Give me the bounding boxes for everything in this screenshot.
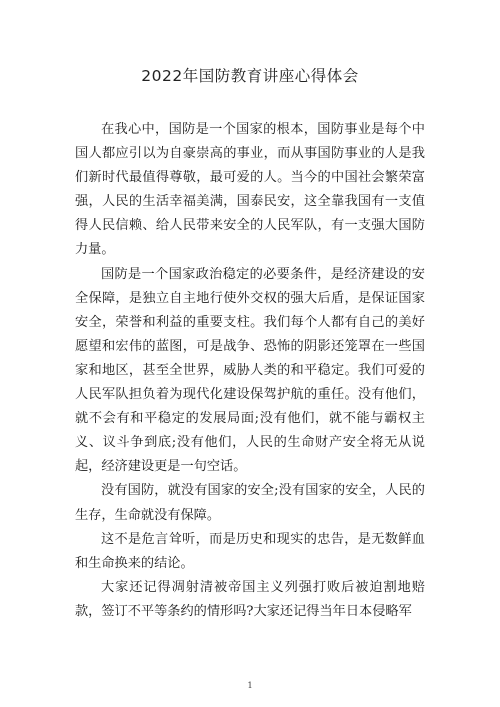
document-body [75,118,425,624]
paragraph-5: 大家还记得凋射清被帝国主义列强打败后被迫割地赔款，签订不平等条约的情形吗?大家还记得当年日本侵略军 [75,579,425,619]
paragraph-3: 没有国防，就没有国家的安全;没有国家的安全，人民的生存，生命就没有保障。 [75,483,425,523]
paragraph-1: 在我心中，国防是一个国家的根本，国防事业是每个中国人都应引以为自豪崇高的事业，而从事国防事业的人是我们新时代最值得尊敬，最可爱的人。当今的中国社会繁荣富强，人民的生活幸福美满，国泰民安，这全靠我国有一支值得人民信赖、给人民带来安全的人民军队，有一支强大国防力量。 [75,122,425,258]
paragraph-4: 这不是危言耸听，而是历史和现实的忠告，是无数鲜血和生命换来的结论。 [75,531,425,571]
page-number: 1 [247,681,253,690]
paragraph-2: 国防是一个国家政治稳定的必要条件，是经济建设的安全保障，是独立自主地行使外交权的强大后盾，是保证国家安全，荣誉和利益的重要支柱。我们每个人都有自己的美好愿望和宏伟的蓝图，可是战争、恐怖的阴影还笼罩在一些国家和地区，甚至全世界，威胁人类的和平稳定。我们可爱的人民军队担负着为现代化建设保驾护航的重任。没有他们，就不会有和平稳定的发展局面;没有他们，就不能与霸权主义、议斗争到底;没有他们，人民的生命财产安全将无从说起，经济建设更是一句空话。 [75,266,425,475]
document-title: 2022年国防教育讲座心得体会 [141,67,359,85]
